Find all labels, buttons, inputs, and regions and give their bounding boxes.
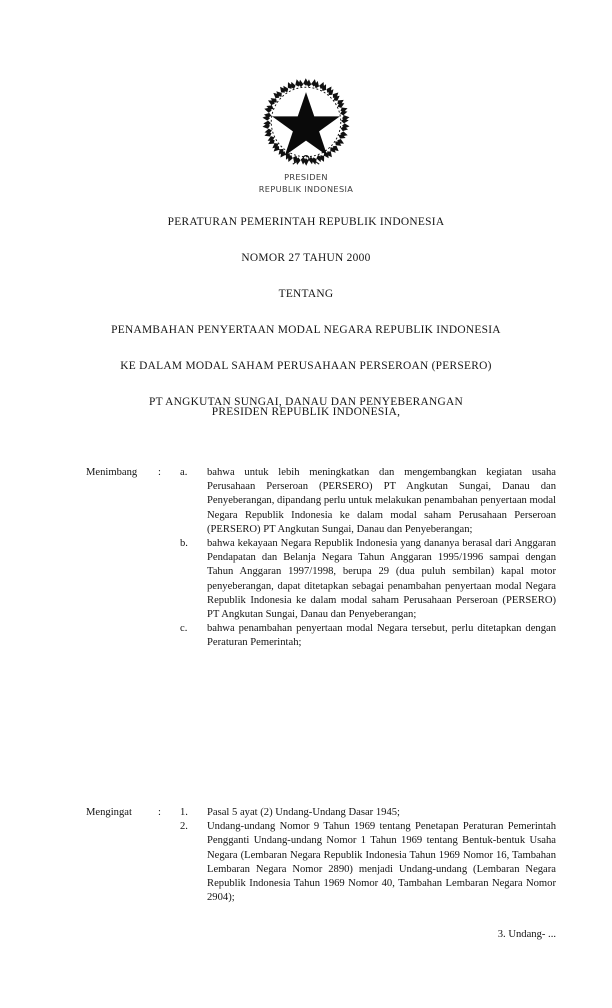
menimbang-item-text: bahwa penambahan penyertaan modal Negara tersebut, perlu ditetapkan dengan Peraturan Pemerintah; bbox=[207, 623, 556, 649]
menimbang-item bbox=[180, 622, 556, 650]
mengingat-item-text: Pasal 5 ayat (2) Undang-Undang Dasar 1945; bbox=[207, 807, 400, 818]
emblem-caption bbox=[0, 172, 612, 195]
title-subject-line-1: PENAMBAHAN PENYERTAAN MODAL NEGARA REPUBLIK INDONESIA bbox=[111, 324, 501, 336]
menimbang-label: Menimbang bbox=[86, 467, 138, 478]
menimbang-item bbox=[180, 537, 556, 622]
mengingat-label: Mengingat bbox=[86, 807, 132, 818]
authority-heading: PRESIDEN REPUBLIK INDONESIA, bbox=[211, 406, 401, 418]
document-title-block bbox=[0, 216, 612, 409]
mengingat-item-marker: 1. bbox=[180, 807, 188, 818]
presidential-star-emblem-icon bbox=[262, 78, 350, 166]
mengingat-section bbox=[86, 806, 556, 905]
menimbang-colon: : bbox=[158, 467, 161, 478]
menimbang-section bbox=[86, 466, 556, 651]
title-tentang: TENTANG bbox=[278, 288, 334, 300]
mengingat-item-text: Undang-undang Nomor 9 Tahun 1969 tentang Penetapan Peraturan Pemerintah Pengganti Undang-undang Nomor 1 Tahun 1969 tentang Bentuk-bentuk Usaha Negara (Lembaran Negara Republik Indonesia Tahun 1969 Nomor 16, Tambahan Lembaran Negara Nomor 2890) menjadi Undang-undang (Lembaran Negara Republik Indonesia Tahun 1969 Nomor 40, Tambahan Lembaran Negara Nomor 2904); bbox=[207, 821, 556, 904]
menimbang-item-marker: c. bbox=[180, 623, 188, 635]
menimbang-item-marker: a. bbox=[180, 467, 188, 478]
title-number-year: NOMOR 27 TAHUN 2000 bbox=[241, 252, 371, 264]
mengingat-item bbox=[180, 806, 556, 820]
mengingat-item bbox=[180, 820, 556, 905]
menimbang-items bbox=[180, 466, 556, 651]
title-subject-line-3: PT ANGKUTAN SUNGAI, DANAU DAN PENYEBERANGAN bbox=[148, 396, 464, 408]
mengingat-colon: : bbox=[158, 807, 161, 818]
menimbang-item-marker: b. bbox=[180, 538, 188, 550]
emblem-caption-line-2: REPUBLIK INDONESIA bbox=[258, 183, 354, 194]
mengingat-items bbox=[180, 806, 556, 905]
menimbang-item bbox=[180, 466, 556, 537]
emblem-caption-line-1: PRESIDEN bbox=[284, 172, 328, 182]
menimbang-item-text: bahwa kekayaan Negara Republik Indonesia yang dananya berasal dari Anggaran Pendapatan dan Belanja Negara Tahun Anggaran 1995/1996 sampai dengan Tahun Anggaran 1997/1998, berupa 29 (dua puluh sembilan) kapal motor penyeberangan, dapat ditetapkan sebagai penambahan penyertaan modal Negara Republik Indonesia ke dalam modal saham Perusahaan Perseroan (PERSERO) PT Angkutan Sungai, Danau dan Penyeberangan; bbox=[207, 538, 556, 621]
page-continuation-note: 3. Undang- ... bbox=[497, 929, 556, 940]
menimbang-item-text: bahwa untuk lebih meningkatkan dan mengembangkan kegiatan usaha Perusahaan Perseroan (PERSERO) PT Angkutan Sungai, Danau dan Penyeberangan, dipandang perlu untuk melakukan penambahan penyertaan modal Negara Republik Indonesia ke dalam modal saham Perusahaan Perseroan (PERSERO) PT Angkutan Sungai, Danau dan Penyeberangan; bbox=[207, 467, 556, 535]
title-subject-line-2: KE DALAM MODAL SAHAM PERUSAHAAN PERSEROAN (PERSERO) bbox=[120, 360, 492, 372]
mengingat-item-marker: 2. bbox=[180, 821, 188, 833]
emblem-block bbox=[0, 78, 612, 195]
title-regulation-type: PERATURAN PEMERINTAH REPUBLIK INDONESIA bbox=[167, 216, 445, 228]
